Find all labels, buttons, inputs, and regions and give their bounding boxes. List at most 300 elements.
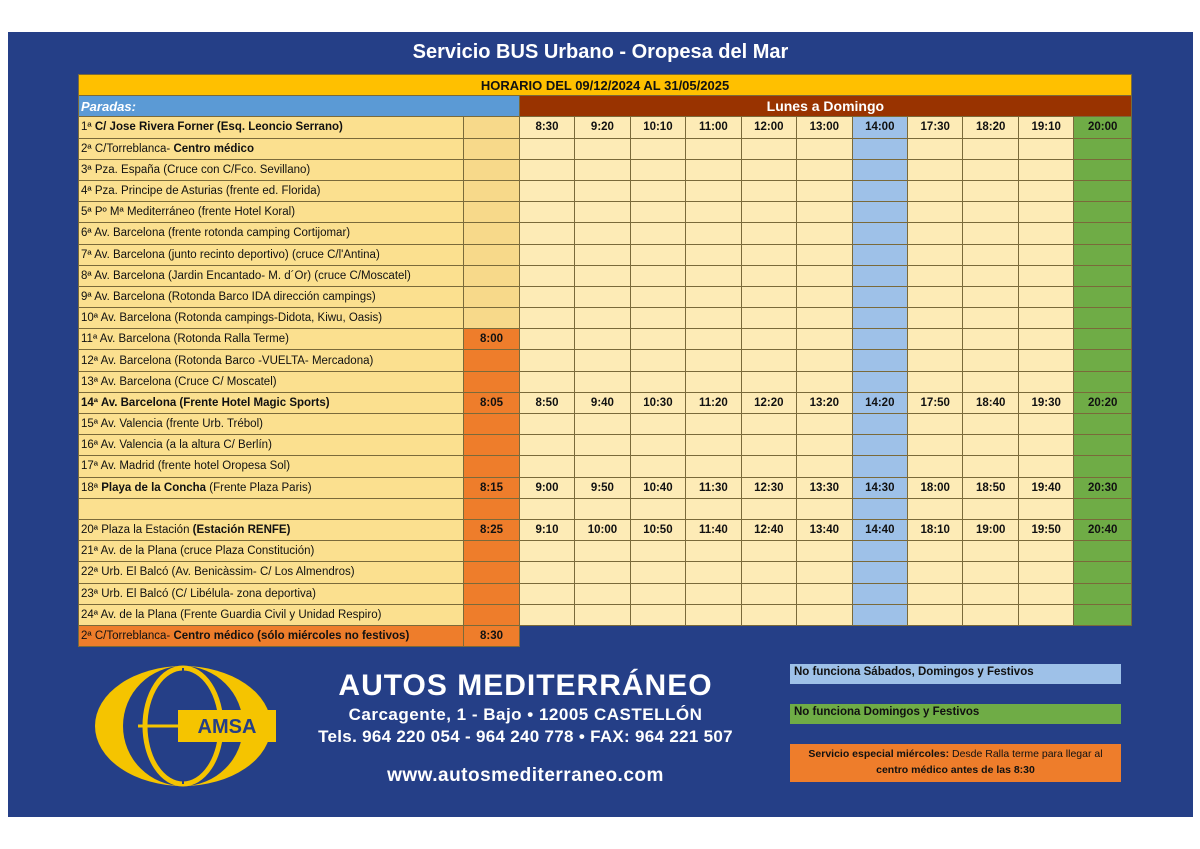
time-cell [963, 456, 1018, 477]
stop-name-part: 24ª Av. de la Plana (Frente Guardia Civil y Unidad Respiro) [81, 608, 382, 621]
time-cell [852, 308, 907, 329]
time-cell [519, 435, 574, 456]
stop-row [79, 308, 1132, 329]
time-cell [963, 371, 1018, 392]
time-cell [963, 265, 1018, 286]
stop-row [79, 117, 1132, 138]
time-cell [575, 180, 630, 201]
time-cell [1018, 265, 1073, 286]
legend-orange [790, 744, 1121, 782]
time-cell [1018, 244, 1073, 265]
legend-orange-line2: centro médico antes de las 8:30 [876, 764, 1035, 776]
stop-name [79, 392, 464, 413]
time-cell [1018, 350, 1073, 371]
time-cell [852, 583, 907, 604]
schedule-panel [8, 32, 1193, 817]
stop-name-part: 18ª [81, 481, 102, 494]
stop-name [79, 223, 464, 244]
time-cell [686, 138, 741, 159]
time-cell [908, 456, 963, 477]
extra-time [464, 371, 519, 392]
extra-time [464, 117, 519, 138]
time-cell [630, 562, 685, 583]
time-cell [686, 562, 741, 583]
stop-name-part: 5ª Pº Mª Mediterráneo (frente Hotel Koral) [81, 206, 296, 219]
time-cell: 20:20 [1074, 392, 1132, 413]
time-cell [575, 435, 630, 456]
extra-time [464, 414, 519, 435]
stop-name-part: 4ª Pza. Principe de Asturias (frente ed. Florida) [81, 185, 321, 198]
time-cell [1074, 329, 1132, 350]
time-cell [741, 308, 796, 329]
time-cell [1018, 562, 1073, 583]
logo-text: AMSA [197, 716, 257, 738]
company-website[interactable]: www.autosmediterraneo.com [387, 765, 664, 786]
stop-row [79, 498, 1132, 519]
time-cell [630, 498, 685, 519]
time-cell [575, 244, 630, 265]
extra-time: 8:05 [464, 392, 519, 413]
stop-name-part: C/ Jose Rivera Forner (Esq. Leoncio Serrano) [94, 121, 343, 134]
time-cell [908, 286, 963, 307]
time-cell [575, 159, 630, 180]
time-cell: 14:40 [852, 519, 907, 540]
special-stop-name [79, 625, 464, 646]
time-cell [630, 604, 685, 625]
stop-name-part: Centro médico [173, 142, 254, 155]
time-cell: 12:30 [741, 477, 796, 498]
time-cell [852, 329, 907, 350]
time-cell [630, 371, 685, 392]
time-cell [686, 159, 741, 180]
time-cell [852, 159, 907, 180]
time-cell [741, 456, 796, 477]
stop-name-part: 22ª Urb. El Balcó (Av. Benicàssim- C/ Los Almendros) [81, 566, 355, 579]
time-cell [519, 456, 574, 477]
stop-row [79, 456, 1132, 477]
time-cell [630, 456, 685, 477]
special-empty [519, 625, 1131, 646]
legend-orange-rest: Desde Ralla terme para llegar al [949, 748, 1103, 760]
time-cell [575, 350, 630, 371]
time-cell [686, 265, 741, 286]
schedule-table [78, 74, 1132, 647]
time-cell [797, 244, 852, 265]
time-cell [1018, 286, 1073, 307]
time-cell: 17:30 [908, 117, 963, 138]
stop-row [79, 392, 1132, 413]
time-cell [963, 329, 1018, 350]
time-cell [741, 350, 796, 371]
time-cell [852, 435, 907, 456]
time-cell [852, 244, 907, 265]
time-cell [686, 308, 741, 329]
special-stop-bold: Centro médico (sólo miércoles no festivos) [173, 629, 410, 642]
time-cell: 12:40 [741, 519, 796, 540]
stop-name-part: 9ª Av. Barcelona (Rotonda Barco IDA dirección campings) [81, 290, 376, 303]
extra-time [464, 435, 519, 456]
time-cell [686, 180, 741, 201]
time-cell [852, 541, 907, 562]
time-cell: 13:30 [797, 477, 852, 498]
stop-name-part: 17ª Av. Madrid (frente hotel Oropesa Sol) [81, 460, 291, 473]
stop-name [79, 329, 464, 350]
legend-orange-bold: Servicio especial miércoles: [808, 748, 950, 760]
stop-name [79, 519, 464, 540]
company-address: Carcagente, 1 - Bajo • 12005 CASTELLÓN [348, 705, 703, 724]
time-cell [908, 180, 963, 201]
time-cell: 14:00 [852, 117, 907, 138]
time-cell: 13:40 [797, 519, 852, 540]
stop-row [79, 541, 1132, 562]
time-cell [630, 265, 685, 286]
stop-name-part: 12ª Av. Barcelona (Rotonda Barco -VUELTA- Mercadona) [81, 354, 374, 367]
time-cell: 19:00 [963, 519, 1018, 540]
time-cell [1074, 138, 1132, 159]
time-cell [575, 329, 630, 350]
time-cell [741, 159, 796, 180]
time-cell [908, 265, 963, 286]
time-cell [519, 265, 574, 286]
days-label: Lunes a Domingo [519, 96, 1131, 117]
time-cell [1018, 604, 1073, 625]
stop-row [79, 435, 1132, 456]
stop-name [79, 138, 464, 159]
time-cell: 19:50 [1018, 519, 1073, 540]
time-cell [963, 138, 1018, 159]
stop-name [79, 180, 464, 201]
time-cell [908, 350, 963, 371]
time-cell [741, 223, 796, 244]
company-name: AUTOS MEDITERRÁNEO [338, 669, 713, 702]
time-cell [1074, 371, 1132, 392]
time-cell [575, 414, 630, 435]
time-cell [852, 265, 907, 286]
time-cell [686, 286, 741, 307]
extra-time [464, 562, 519, 583]
stop-name [79, 414, 464, 435]
time-cell: 11:30 [686, 477, 741, 498]
time-cell [630, 329, 685, 350]
time-cell [741, 202, 796, 223]
time-cell [575, 456, 630, 477]
stop-name [79, 498, 464, 519]
time-cell: 10:30 [630, 392, 685, 413]
stop-name [79, 350, 464, 371]
time-cell [797, 456, 852, 477]
time-cell [575, 583, 630, 604]
time-cell [741, 265, 796, 286]
stop-name [79, 477, 464, 498]
time-cell [852, 604, 907, 625]
time-cell [686, 456, 741, 477]
time-cell [797, 414, 852, 435]
horario-row [79, 75, 1132, 96]
stop-name-part: 15ª Av. Valencia (frente Urb. Trébol) [81, 418, 263, 431]
stop-name-part: 10ª Av. Barcelona (Rotonda campings-Didota, Kiwu, Oasis) [81, 312, 383, 325]
time-cell: 13:20 [797, 392, 852, 413]
time-cell [630, 541, 685, 562]
extra-time [464, 308, 519, 329]
time-cell [1074, 414, 1132, 435]
time-cell: 10:00 [575, 519, 630, 540]
time-cell [519, 244, 574, 265]
stop-name-part: 20ª Plaza la Estación [81, 524, 193, 537]
time-cell [1018, 138, 1073, 159]
time-cell [908, 583, 963, 604]
stop-name [79, 117, 464, 138]
time-cell [519, 498, 574, 519]
time-cell [575, 202, 630, 223]
time-cell [741, 371, 796, 392]
stop-row [79, 519, 1132, 540]
time-cell [852, 456, 907, 477]
company-phones: Tels. 964 220 054 - 964 240 778 • FAX: 964 221 507 [318, 727, 733, 746]
time-cell: 18:10 [908, 519, 963, 540]
time-cell [741, 180, 796, 201]
time-cell [1018, 498, 1073, 519]
extra-time [464, 350, 519, 371]
time-cell [630, 435, 685, 456]
time-cell [963, 244, 1018, 265]
time-cell: 18:40 [963, 392, 1018, 413]
time-cell [686, 350, 741, 371]
time-cell [852, 371, 907, 392]
stop-row [79, 159, 1132, 180]
time-cell: 11:20 [686, 392, 741, 413]
time-cell [575, 265, 630, 286]
time-cell [963, 286, 1018, 307]
legend-green: No funciona Domingos y Festivos [790, 704, 1121, 724]
time-cell [908, 202, 963, 223]
stop-row [79, 286, 1132, 307]
time-cell: 9:00 [519, 477, 574, 498]
time-cell: 9:50 [575, 477, 630, 498]
time-cell [1074, 541, 1132, 562]
time-cell [908, 138, 963, 159]
time-cell [741, 583, 796, 604]
time-cell [852, 414, 907, 435]
time-cell: 20:30 [1074, 477, 1132, 498]
time-cell [519, 223, 574, 244]
time-cell [963, 435, 1018, 456]
time-cell [519, 202, 574, 223]
stop-name-part: 6ª Av. Barcelona (frente rotonda camping Cortijomar) [81, 227, 351, 240]
time-cell [575, 541, 630, 562]
stop-name-part: 16ª Av. Valencia (a la altura C/ Berlín) [81, 439, 272, 452]
time-cell [741, 329, 796, 350]
time-cell: 10:50 [630, 519, 685, 540]
extra-time [464, 498, 519, 519]
extra-time [464, 265, 519, 286]
time-cell [686, 414, 741, 435]
stop-name-part: 8ª Av. Barcelona (Jardin Encantado- M. d´Or) (cruce C/Moscatel) [81, 269, 411, 282]
time-cell [630, 583, 685, 604]
special-extra-time: 8:30 [464, 625, 519, 646]
time-cell [519, 541, 574, 562]
time-cell [908, 308, 963, 329]
time-cell [908, 541, 963, 562]
time-cell [575, 308, 630, 329]
time-cell [630, 138, 685, 159]
time-cell [1074, 286, 1132, 307]
time-cell [797, 308, 852, 329]
time-cell [686, 202, 741, 223]
time-cell [519, 286, 574, 307]
time-cell [741, 541, 796, 562]
stop-name-part: Playa de la Concha [101, 481, 207, 494]
stop-name-part: 23ª Urb. El Balcó (C/ Libélula- zona deportiva) [81, 587, 317, 600]
stop-row [79, 604, 1132, 625]
time-cell [963, 223, 1018, 244]
header-row [79, 96, 1132, 117]
stop-row [79, 265, 1132, 286]
time-cell [852, 498, 907, 519]
time-cell [575, 223, 630, 244]
time-cell: 8:30 [519, 117, 574, 138]
time-cell [686, 223, 741, 244]
time-cell [1074, 223, 1132, 244]
extra-time [464, 202, 519, 223]
time-cell [908, 223, 963, 244]
stop-name [79, 308, 464, 329]
time-cell: 10:40 [630, 477, 685, 498]
time-cell [797, 202, 852, 223]
time-cell [741, 604, 796, 625]
time-cell [519, 180, 574, 201]
time-cell [1018, 159, 1073, 180]
time-cell [519, 371, 574, 392]
time-cell [963, 202, 1018, 223]
time-cell [686, 583, 741, 604]
extra-time [464, 583, 519, 604]
time-cell [797, 138, 852, 159]
time-cell [963, 604, 1018, 625]
time-cell [686, 371, 741, 392]
time-cell: 9:10 [519, 519, 574, 540]
time-cell [908, 435, 963, 456]
time-cell: 20:40 [1074, 519, 1132, 540]
time-cell [630, 202, 685, 223]
special-stop-pre: 2ª C/Torreblanca- [81, 629, 174, 642]
time-cell [797, 435, 852, 456]
time-cell [686, 244, 741, 265]
extra-time [464, 180, 519, 201]
time-cell [630, 286, 685, 307]
time-cell [1074, 435, 1132, 456]
time-cell [908, 159, 963, 180]
time-cell [519, 562, 574, 583]
time-cell: 11:40 [686, 519, 741, 540]
stop-name-part: (Estación RENFE) [192, 524, 291, 537]
extra-time [464, 138, 519, 159]
time-cell: 12:20 [741, 392, 796, 413]
time-cell [963, 414, 1018, 435]
time-cell: 11:00 [686, 117, 741, 138]
time-cell [963, 498, 1018, 519]
time-cell [1018, 456, 1073, 477]
time-cell [797, 350, 852, 371]
legend-blue: No funciona Sábados, Domingos y Festivos [790, 664, 1121, 684]
stop-row [79, 202, 1132, 223]
time-cell [797, 159, 852, 180]
time-cell [1074, 180, 1132, 201]
stop-row [79, 583, 1132, 604]
horario-label: HORARIO DEL 09/12/2024 AL 31/05/2025 [79, 75, 1132, 96]
time-cell [797, 498, 852, 519]
time-cell [908, 414, 963, 435]
time-cell [686, 498, 741, 519]
time-cell [908, 604, 963, 625]
time-cell: 18:50 [963, 477, 1018, 498]
time-cell [1074, 583, 1132, 604]
time-cell [741, 562, 796, 583]
stop-name-part: 11ª Av. Barcelona (Rotonda Ralla Terme) [81, 333, 289, 346]
time-cell [630, 180, 685, 201]
stop-row [79, 329, 1132, 350]
time-cell: 19:40 [1018, 477, 1073, 498]
time-cell [741, 435, 796, 456]
time-cell [1018, 202, 1073, 223]
time-cell [797, 562, 852, 583]
extra-time: 8:25 [464, 519, 519, 540]
stop-row [79, 350, 1132, 371]
time-cell [963, 350, 1018, 371]
stop-name [79, 435, 464, 456]
time-cell [519, 583, 574, 604]
time-cell [797, 541, 852, 562]
time-cell [741, 244, 796, 265]
extra-time [464, 456, 519, 477]
time-cell [686, 541, 741, 562]
time-cell [852, 286, 907, 307]
time-cell: 19:30 [1018, 392, 1073, 413]
time-cell [519, 604, 574, 625]
stop-name [79, 159, 464, 180]
paradas-label: Paradas: [79, 96, 520, 117]
time-cell [908, 498, 963, 519]
extra-time [464, 541, 519, 562]
extra-time [464, 159, 519, 180]
time-cell: 14:20 [852, 392, 907, 413]
stop-row [79, 562, 1132, 583]
time-cell [630, 308, 685, 329]
time-cell [686, 329, 741, 350]
stop-row [79, 244, 1132, 265]
time-cell [797, 180, 852, 201]
extra-time [464, 244, 519, 265]
time-cell [797, 371, 852, 392]
time-cell [519, 414, 574, 435]
stop-name [79, 286, 464, 307]
time-cell [797, 286, 852, 307]
time-cell [575, 498, 630, 519]
time-cell [797, 265, 852, 286]
time-cell [741, 138, 796, 159]
time-cell: 18:00 [908, 477, 963, 498]
time-cell [575, 604, 630, 625]
time-cell [630, 244, 685, 265]
stop-name-part: 1ª [81, 121, 95, 134]
time-cell [852, 562, 907, 583]
stop-row [79, 414, 1132, 435]
stop-name [79, 456, 464, 477]
stop-name-part: (Frente Plaza Paris) [206, 481, 312, 494]
time-cell: 13:00 [797, 117, 852, 138]
time-cell [519, 329, 574, 350]
time-cell [519, 159, 574, 180]
time-cell [908, 371, 963, 392]
